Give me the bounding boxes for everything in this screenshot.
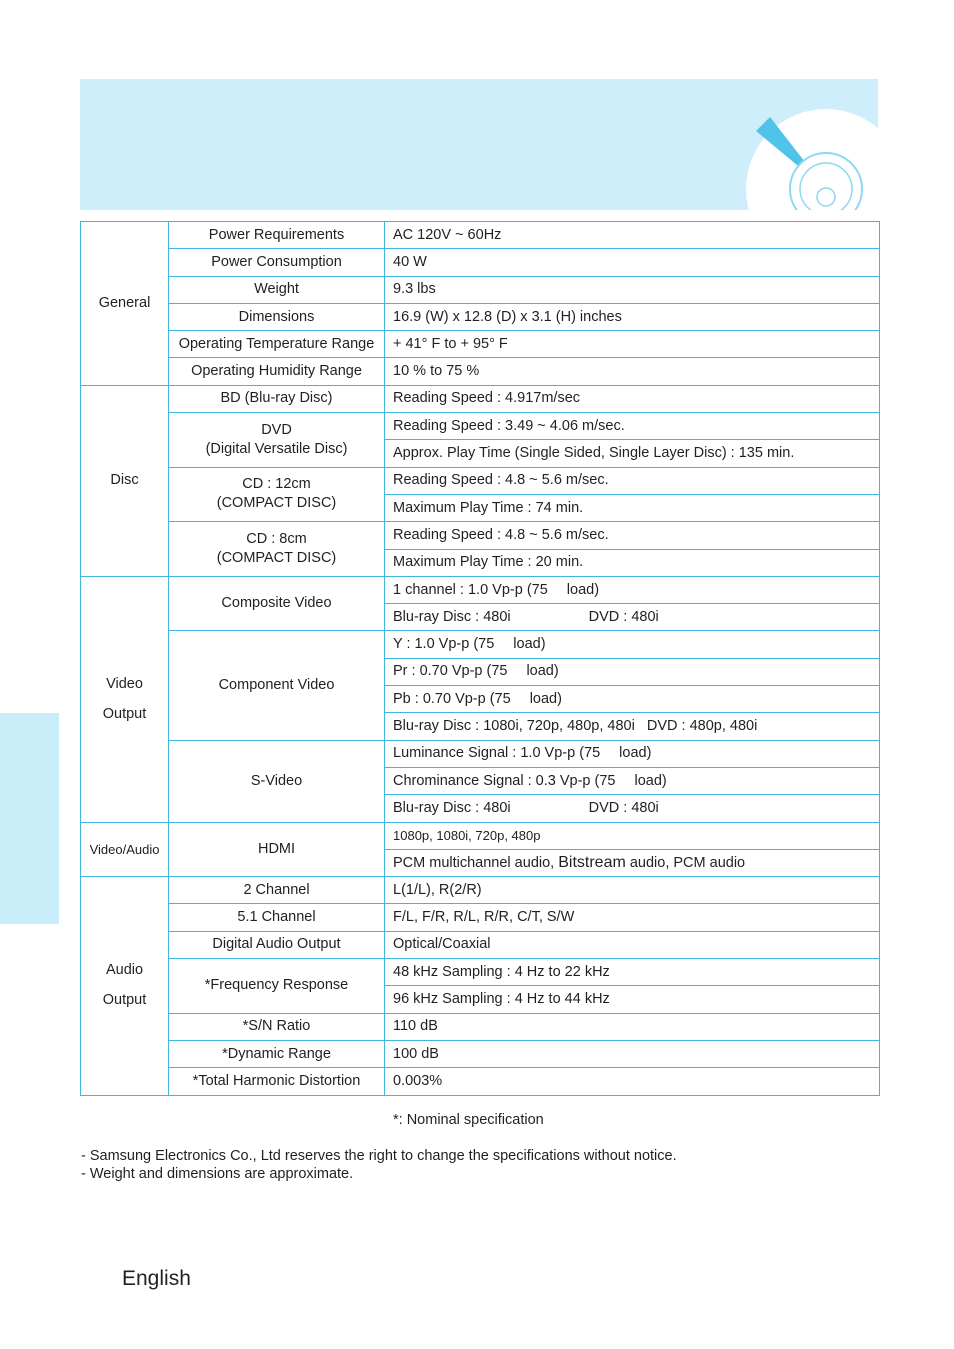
table-row xyxy=(81,740,880,767)
spec-value: Reading Speed : 4.8 ~ 5.6 m/sec. xyxy=(385,522,880,549)
spec-value: Blu-ray Disc : 480i DVD : 480i xyxy=(385,795,880,822)
item-line: (Digital Versatile Disc) xyxy=(205,440,348,457)
spec-value: Pb : 0.70 Vp-p (75 load) xyxy=(385,686,880,713)
nominal-note: *: Nominal specification xyxy=(393,1112,544,1128)
table-row xyxy=(81,576,880,603)
spec-value: 1080p, 1080i, 720p, 480p xyxy=(385,822,880,849)
page-language: English xyxy=(122,1267,191,1290)
table-row xyxy=(81,303,880,330)
category-disc: Disc xyxy=(81,385,169,576)
category-line: Output xyxy=(102,705,147,722)
table-row xyxy=(81,467,880,494)
spec-value: Reading Speed : 3.49 ~ 4.06 m/sec. xyxy=(385,413,880,440)
table-row xyxy=(81,959,880,986)
spec-value: Reading Speed : 4.917m/sec xyxy=(385,385,880,412)
table-row xyxy=(81,1068,880,1095)
spec-item: Power Requirements xyxy=(169,222,385,249)
side-tab xyxy=(0,713,59,924)
spec-item: Operating Humidity Range xyxy=(169,358,385,385)
spec-item: *Frequency Response xyxy=(169,959,385,1014)
item-line: CD : 12cm xyxy=(242,476,311,493)
table-row xyxy=(81,1040,880,1067)
spec-value: + 41° F to + 95° F xyxy=(385,331,880,358)
table-row xyxy=(81,822,880,849)
table-row xyxy=(81,631,880,658)
spec-item: *Total Harmonic Distortion xyxy=(169,1068,385,1095)
spec-value: 100 dB xyxy=(385,1040,880,1067)
spec-value: 40 W xyxy=(385,249,880,276)
category-line: Output xyxy=(102,992,147,1009)
spec-value: AC 120V ~ 60Hz xyxy=(385,222,880,249)
disclaimer-line: - Weight and dimensions are approximate. xyxy=(81,1166,354,1182)
spec-value: Blu-ray Disc : 480i DVD : 480i xyxy=(385,604,880,631)
spec-value: 48 kHz Sampling : 4 Hz to 22 kHz xyxy=(385,959,880,986)
table-row xyxy=(81,358,880,385)
spec-item: *S/N Ratio xyxy=(169,1013,385,1040)
spec-value: Maximum Play Time : 20 min. xyxy=(385,549,880,576)
spec-item: 5.1 Channel xyxy=(169,904,385,931)
disc-icon xyxy=(80,79,878,210)
category-video-audio: Video/Audio xyxy=(81,822,169,877)
spec-item: Power Consumption xyxy=(169,249,385,276)
spec-value: F/L, F/R, R/L, R/R, C/T, S/W xyxy=(385,904,880,931)
spec-value: L(1/L), R(2/R) xyxy=(385,877,880,904)
table-row xyxy=(81,877,880,904)
spec-value: PCM multichannel audio, Bitstream audio, PCM audio xyxy=(385,849,880,876)
table-row xyxy=(81,222,880,249)
spec-item-cd12 xyxy=(169,467,385,522)
spec-item: HDMI xyxy=(169,822,385,877)
spec-item-dvd xyxy=(169,413,385,468)
category-line: Video xyxy=(106,675,143,692)
header-banner xyxy=(80,79,878,210)
spec-item: Weight xyxy=(169,276,385,303)
spec-item: 2 Channel xyxy=(169,877,385,904)
category-video-output xyxy=(81,576,169,822)
spec-value: Approx. Play Time (Single Sided, Single Layer Disc) : 135 min. xyxy=(385,440,880,467)
table-row xyxy=(81,385,880,412)
spec-value: Blu-ray Disc : 1080i, 720p, 480p, 480i DVD : 480p, 480i xyxy=(385,713,880,740)
spec-value: 96 kHz Sampling : 4 Hz to 44 kHz xyxy=(385,986,880,1013)
category-general: General xyxy=(81,222,169,386)
spec-value: 110 dB xyxy=(385,1013,880,1040)
spec-item: Component Video xyxy=(169,631,385,740)
spec-item: *Dynamic Range xyxy=(169,1040,385,1067)
spec-value: 16.9 (W) x 12.8 (D) x 3.1 (H) inches xyxy=(385,303,880,330)
spec-value: 9.3 lbs xyxy=(385,276,880,303)
spec-value: 0.003% xyxy=(385,1068,880,1095)
spec-value: Luminance Signal : 1.0 Vp-p (75 load) xyxy=(385,740,880,767)
table-row xyxy=(81,413,880,440)
spec-item: Digital Audio Output xyxy=(169,931,385,958)
spec-value: 1 channel : 1.0 Vp-p (75 load) xyxy=(385,576,880,603)
table-row xyxy=(81,904,880,931)
spec-item: Operating Temperature Range xyxy=(169,331,385,358)
spec-item: Composite Video xyxy=(169,576,385,631)
disclaimer xyxy=(81,1147,677,1183)
spec-value: 10 % to 75 % xyxy=(385,358,880,385)
spec-item: BD (Blu-ray Disc) xyxy=(169,385,385,412)
spec-value: Pr : 0.70 Vp-p (75 load) xyxy=(385,658,880,685)
spec-item-cd8 xyxy=(169,522,385,577)
category-audio-output xyxy=(81,877,169,1095)
spec-value: Y : 1.0 Vp-p (75 load) xyxy=(385,631,880,658)
disclaimer-line: - Samsung Electronics Co., Ltd reserves the right to change the specifications without notice. xyxy=(81,1148,677,1164)
spec-value: Chrominance Signal : 0.3 Vp-p (75 load) xyxy=(385,767,880,794)
category-line: Audio xyxy=(105,962,144,979)
item-line: CD : 8cm xyxy=(246,531,307,548)
table-row xyxy=(81,1013,880,1040)
item-line: (COMPACT DISC) xyxy=(216,495,337,512)
spec-value: Optical/Coaxial xyxy=(385,931,880,958)
table-row xyxy=(81,931,880,958)
table-row xyxy=(81,249,880,276)
spec-item: Dimensions xyxy=(169,303,385,330)
table-row xyxy=(81,522,880,549)
spec-item: S-Video xyxy=(169,740,385,822)
table-row xyxy=(81,276,880,303)
spec-value: Reading Speed : 4.8 ~ 5.6 m/sec. xyxy=(385,467,880,494)
spec-table xyxy=(80,221,880,1096)
spec-value: Maximum Play Time : 74 min. xyxy=(385,494,880,521)
item-line: (COMPACT DISC) xyxy=(216,550,337,567)
item-line: DVD xyxy=(261,421,292,438)
table-row xyxy=(81,331,880,358)
